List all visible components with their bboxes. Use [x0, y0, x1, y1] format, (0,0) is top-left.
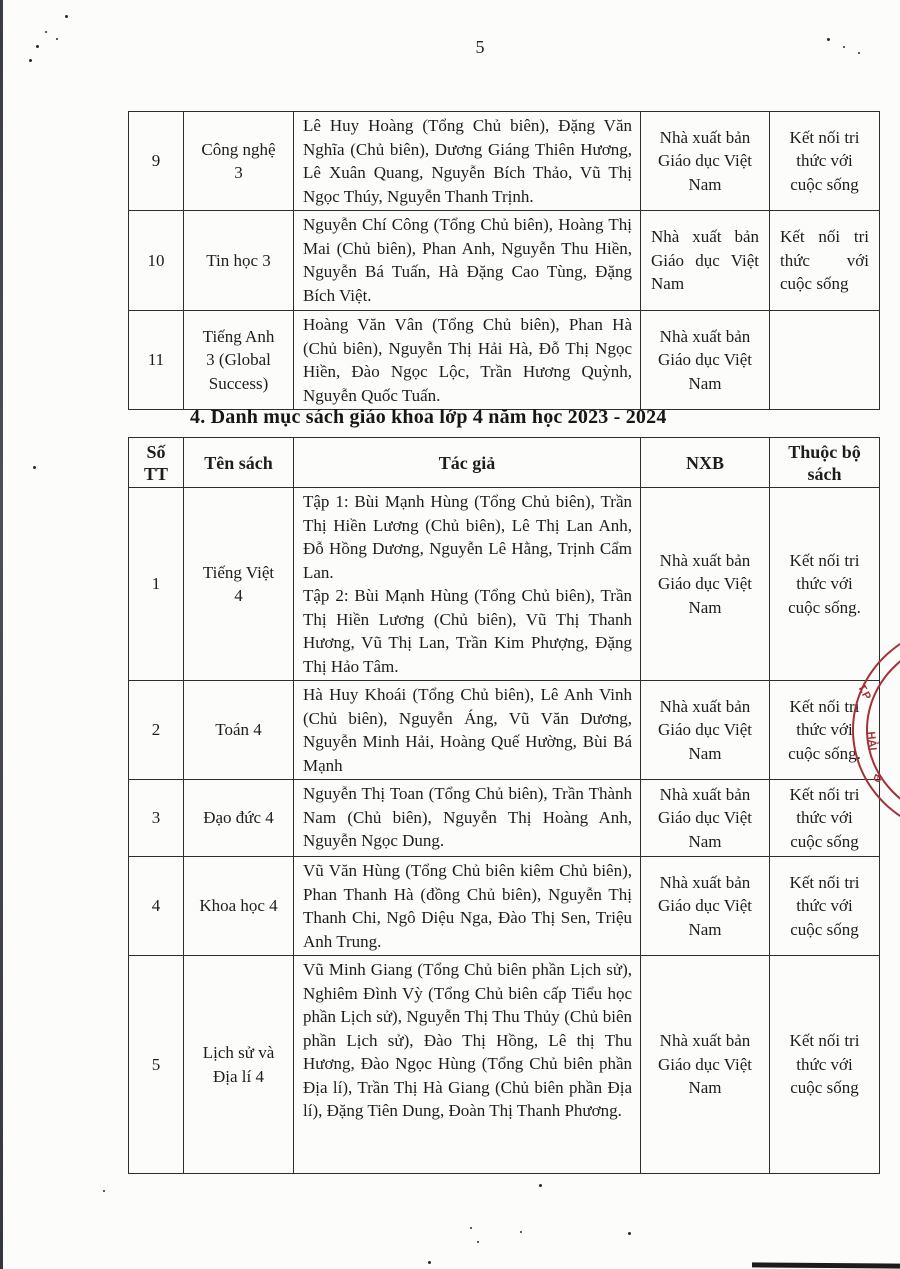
- cell-tac-gia: Hà Huy Khoái (Tổng Chủ biên), Lê Anh Vinh (Chủ biên), Nguyễn Áng, Vũ Văn Dương, Nguyễn Minh Hải, Hoàng Quế Hường, Bùi Bá Mạnh: [294, 681, 641, 780]
- table-row: [129, 681, 880, 780]
- cell-tac-gia: Vũ Minh Giang (Tổng Chủ biên phần Lịch sử), Nghiêm Đình Vỳ (Tổng Chủ biên cấp Tiểu học phần Lịch sử), Nguyễn Thị Thu Thủy (Chủ biên phần Lịch sử), Đào Thị Hồng, Lê thị Thu Hương, Đào Ngọc Hùng (Tổng Chủ biên phần Địa lí), Trần Thị Hà Giang (Chủ biên phần Địa lí), Đặng Tiên Dung, Đoàn Thị Thanh Phương.: [294, 956, 641, 1174]
- cell-nxb: Nhà xuất bản Giáo dục Việt Nam: [641, 211, 770, 311]
- table-row: [129, 857, 880, 956]
- cell-tac-gia: Hoàng Văn Vân (Tổng Chủ biên), Phan Hà (Chủ biên), Nguyễn Thị Hải Hà, Đỗ Thị Ngọc Hiền, Đào Ngọc Lộc, Trần Hương Quỳnh, Nguyễn Quốc Tuấn.: [294, 311, 641, 410]
- header-ten-sach: Tên sách: [184, 438, 294, 488]
- cell-tac-gia: Vũ Văn Hùng (Tổng Chủ biên kiêm Chủ biên), Phan Thanh Hà (đồng Chủ biên), Nguyễn Thị Thanh Chi, Ngô Diệu Nga, Đào Thị Sen, Triệu Anh Trung.: [294, 857, 641, 956]
- ink-speck: [539, 1184, 542, 1187]
- scan-edge-shadow-left: [0, 0, 3, 1269]
- cell-nxb: Nhà xuất bản Giáo dục Việt Nam: [641, 112, 770, 211]
- ink-speck: [628, 1232, 631, 1235]
- cell-ten-sach: Khoa học 4: [184, 857, 294, 956]
- cell-ten-sach: Tiếng Anh 3 (Global Success): [184, 311, 294, 410]
- cell-tac-gia: [294, 488, 641, 681]
- cell-ten-sach: Tiếng Việt 4: [184, 488, 294, 681]
- cell-so-tt: 11: [129, 311, 184, 410]
- ink-speck: [520, 1231, 522, 1233]
- table-row: [129, 211, 880, 311]
- section-heading: 4. Danh mục sách giáo khoa lớp 4 năm học 2023 - 2024: [190, 406, 667, 428]
- header-bo-sach: Thuộc bộ sách: [770, 438, 880, 488]
- cell-so-tt: 1: [129, 488, 184, 681]
- cell-nxb: Nhà xuất bản Giáo dục Việt Nam: [641, 956, 770, 1174]
- cell-so-tt: 10: [129, 211, 184, 311]
- ink-speck: [470, 1227, 472, 1229]
- cell-bo-sach: Kết nối tri thức với cuộc sống.: [770, 488, 880, 681]
- header-so-tt: Số TT: [129, 438, 184, 488]
- ink-speck: [56, 38, 58, 40]
- cell-nxb: Nhà xuất bản Giáo dục Việt Nam: [641, 311, 770, 410]
- stamp-text: HẢI: [864, 730, 879, 752]
- cell-nxb: Nhà xuất bản Giáo dục Việt Nam: [641, 857, 770, 956]
- cell-bo-sach: Kết nối tri thức với cuộc sống: [770, 780, 880, 857]
- cell-nxb: Nhà xuất bản Giáo dục Việt Nam: [641, 780, 770, 857]
- cell-bo-sach: Kết nối tri thức với cuộc sống.: [770, 681, 880, 780]
- table-row: [129, 780, 880, 857]
- cell-so-tt: 4: [129, 857, 184, 956]
- stamp-text: Đ: [869, 772, 885, 784]
- ink-speck: [477, 1241, 479, 1243]
- ink-speck: [33, 466, 36, 469]
- author-volume-1: Tập 1: Bùi Mạnh Hùng (Tổng Chủ biên), Trần Thị Hiền Lương (Chủ biên), Lê Thị Lan Anh, Đỗ Hồng Dương, Nguyễn Lê Hằng, Trịnh Cẩm Lan.: [303, 492, 632, 582]
- cell-bo-sach: Kết nối tri thức với cuộc sống: [770, 956, 880, 1174]
- cell-bo-sach: Kết nối tri thức với cuộc sống: [770, 112, 880, 211]
- ink-speck: [827, 38, 830, 41]
- ink-speck: [36, 45, 39, 48]
- table-header-row: [129, 438, 880, 488]
- scan-edge-shadow-bottom: [752, 1262, 900, 1268]
- table-row: [129, 112, 880, 211]
- cell-bo-sach: [770, 311, 880, 410]
- cell-tac-gia: Nguyễn Chí Công (Tổng Chủ biên), Hoàng Thị Mai (Chủ biên), Phan Anh, Nguyễn Thu Hiền, Nguyễn Bá Tuấn, Hà Đặng Cao Tùng, Đặng Bích Việt.: [294, 211, 641, 311]
- cell-bo-sach: Kết nối tri thức với cuộc sống: [770, 211, 880, 311]
- page-number: 5: [475, 37, 485, 57]
- cell-so-tt: 5: [129, 956, 184, 1174]
- table-row: [129, 311, 880, 410]
- grade4-textbook-table: [128, 437, 880, 1174]
- cell-tac-gia: Lê Huy Hoàng (Tổng Chủ biên), Đặng Văn Nghĩa (Chủ biên), Dương Giáng Thiên Hương, Lê Xuân Quang, Nguyễn Bích Thảo, Vũ Thị Ngọc Thúy, Nguyễn Thanh Trịnh.: [294, 112, 641, 211]
- ink-speck: [45, 31, 47, 33]
- ink-speck: [858, 52, 860, 54]
- cell-ten-sach: Toán 4: [184, 681, 294, 780]
- ink-speck: [65, 15, 68, 18]
- cell-ten-sach: Đạo đức 4: [184, 780, 294, 857]
- table-row: [129, 488, 880, 681]
- cell-bo-sach: Kết nối tri thức với cuộc sống: [770, 857, 880, 956]
- stamp-text: T.P: [854, 682, 873, 702]
- cell-so-tt: 2: [129, 681, 184, 780]
- ink-speck: [428, 1261, 431, 1264]
- cell-ten-sach: Tin học 3: [184, 211, 294, 311]
- header-nxb: NXB: [641, 438, 770, 488]
- grade3-textbook-table: [128, 111, 880, 410]
- cell-ten-sach: Công nghệ 3: [184, 112, 294, 211]
- ink-speck: [103, 1190, 105, 1192]
- ink-speck: [843, 46, 845, 48]
- table-row: [129, 956, 880, 1174]
- ink-speck: [29, 59, 32, 62]
- header-tac-gia: Tác giả: [294, 438, 641, 488]
- author-volume-2: Tập 2: Bùi Mạnh Hùng (Tổng Chủ biên), Trần Thị Hiền Lương (Chủ biên), Vũ Thị Thanh Hương, Vũ Thị Lan, Trần Kim Phượng, Đặng Thị Hảo Tâm.: [303, 586, 632, 676]
- cell-nxb: Nhà xuất bản Giáo dục Việt Nam: [641, 488, 770, 681]
- cell-ten-sach: Lịch sử và Địa lí 4: [184, 956, 294, 1174]
- cell-nxb: Nhà xuất bản Giáo dục Việt Nam: [641, 681, 770, 780]
- cell-tac-gia: Nguyễn Thị Toan (Tổng Chủ biên), Trần Thành Nam (Chủ biên), Nguyễn Thị Hoàng Anh, Nguyễn Ngọc Dung.: [294, 780, 641, 857]
- cell-so-tt: 9: [129, 112, 184, 211]
- cell-so-tt: 3: [129, 780, 184, 857]
